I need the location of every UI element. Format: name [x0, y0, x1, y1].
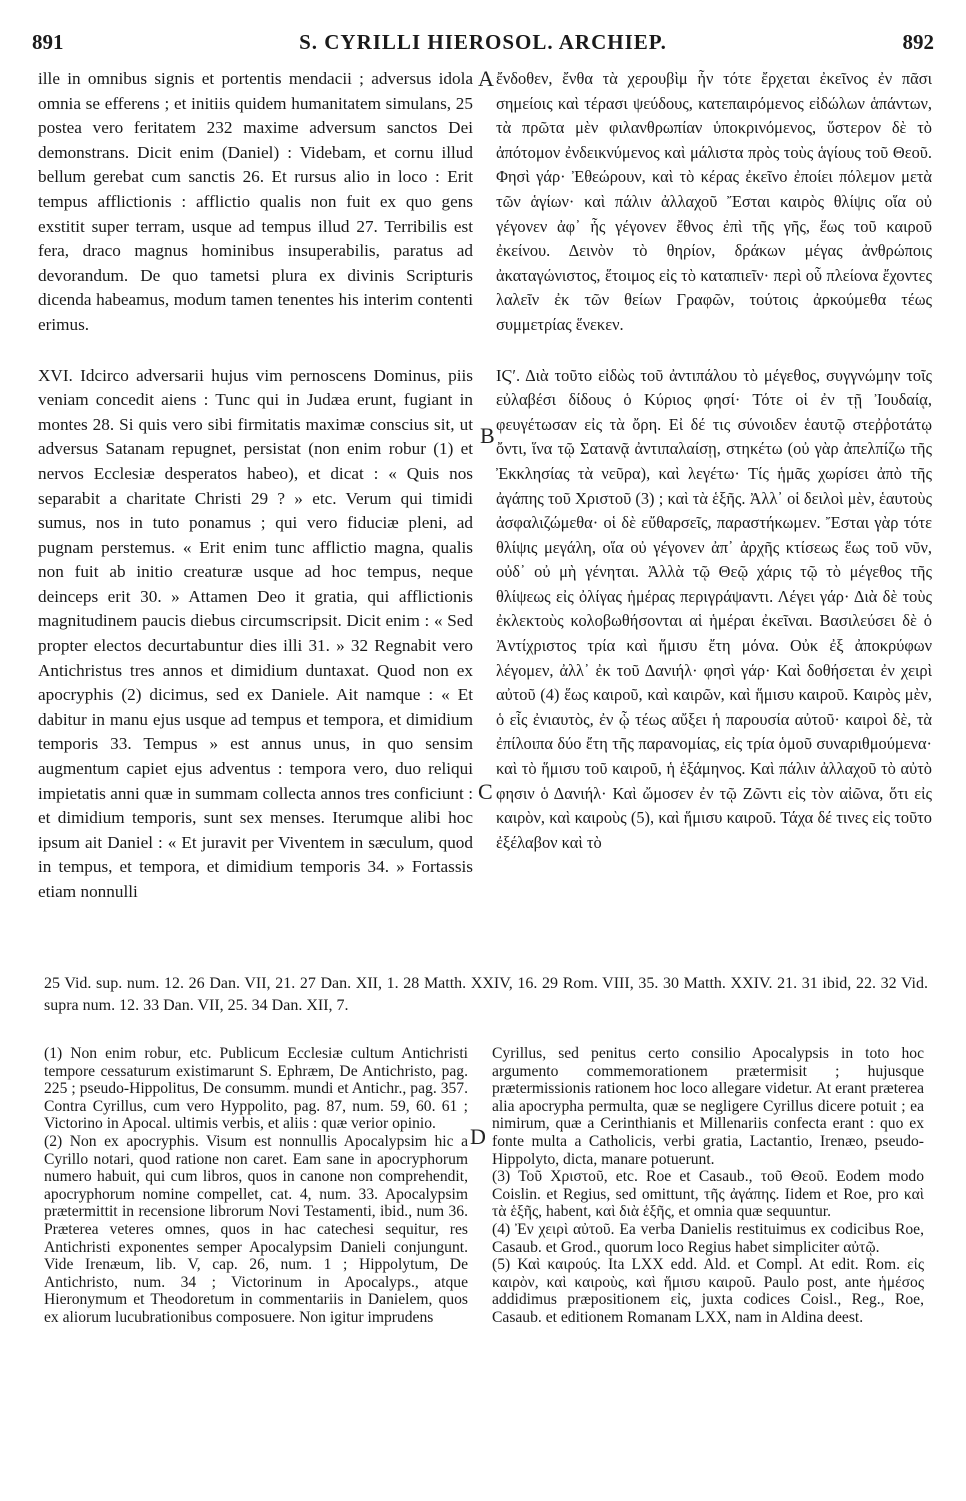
- running-title: S. CYRILLI HIEROSOL. ARCHIEP.: [299, 30, 667, 54]
- footnote: Cyrillus, sed penitus certo consilio Apocalypsis in toto hoc argumento commemorationem prætermisit ; hujusque prætermissionis rationem hoc loco allegare videtur. At erant præterea alia apocrypha permulta, quæ se negligere Cyrillus dicere potuit ; ea nimirum, quæ a Cerinthianis et Millenariis confecta erant : quo ex fonte multa a Catholicis, verbi gratia, Lactantio, Irenæo, pseudo-Hippolyto, dicta, manare potuerunt.: [492, 1045, 924, 1168]
- greek-paragraph: ΙϚʹ. Διὰ τοῦτο εἰδὼς τοῦ ἀντιπάλου τὸ μέγεθος, συγγνώμην τοῖς εὐλαβέσι δίδους ὁ Κύριος φησί· Τότε οἱ ἐν τῇ Ἰουδαίᾳ, φευγέτωσαν εἰς τὰ ὄρη. Εἰ δέ τις σύνοιδεν ἑαυτῷ στεῤῥοτάτῳ ὄντι, ἵνα τῷ Σατανᾷ ἀντιπαλαίσῃ, στηκέτω (οὐ γὰρ ἀπελπίζω τῆς Ἐκκλησίας τὰ νεῦρα), καὶ λεγέτω· Τίς ἡμᾶς χωρίσει ἀπὸ τῆς ἀγάπης τοῦ Χριστοῦ (3) ; καὶ τὰ ἑξῆς. Ἀλλ᾽ οἱ δειλοὶ μὲν, ἑαυτοὺς ἀσφαλιζώμεθα· οἱ δὲ εὔθαρσεῖς, παραστήκωμεν. Ἔσται γὰρ τότε θλίψις μεγάλη, οἵα οὐ γέγονεν ἀπ᾽ ἀρχῆς κτίσεως ἕως τοῦ νῦν, οὐδ᾽ οὐ μὴ γένηται. Ἀλλὰ τῷ Θεῷ χάρις τῷ τὸ μέγεθος τῆς θλίψεως εἰς ὀλίγας ἡμέρας περιγράψαντι. Λέγει γάρ· Διὰ δὲ τοὺς ἐκλεκτοὺς κολοβωθήσονται αἱ ἡμέραι ἐκεῖναι. Βασιλεύσει δὲ ὁ Ἀντίχριστος τρία καὶ ἥμισυ ἔτη μόνα. Οὐκ ἐξ ἀποκρύφων λέγομεν, ἀλλ᾽ ἐκ τοῦ Δανιήλ· φησὶ γάρ· Καὶ δοθήσεται ἐν χειρὶ αὐτοῦ (4) ἕως καιροῦ, καὶ καιρῶν, καὶ ἥμισυ καιροῦ. Καιρὸς μὲν, ὁ εἷς ἐνιαυτὸς, ἐν ᾧ τέως αὔξει ἡ παρουσία αὐτοῦ· καιροὶ δὲ, τὰ ἐπίλοιπα δύο ἔτη τῆς παρανομίας, εἰς τρία ὁμοῦ συναριθμούμενα· καὶ τὸ ἥμισυ τοῦ καιροῦ, ἡ ἑξάμηνος. Καὶ πάλιν ἀλλαχοῦ τὸ αὐτὸ φησιν ὁ Δανιήλ· Καὶ ὤμοσεν ἐν τῷ Ζῶντι εἰς τὸν αἰῶνα, ὅτι εἰς καιρὸν, καὶ καιροὺς (5), καὶ ἥμισυ καιροῦ. Τάχα δέ τινες εἰς τοῦτο ἐξέλαβον καὶ τὸ: [496, 365, 932, 852]
- footnotes-right-column: [492, 1045, 924, 1327]
- greek-text-column: [496, 67, 932, 855]
- latin-paragraph: ille in omnibus signis et portentis mendacii ; adversus idola omnia se efferens ; et initiis quidem humanitatem simulans, 25 postea vero feritatem 232 maxime adversum sanctos Dei demonstrans. Dicit enim (Daniel) : Videbam, et cornu illud bellum gerebat cum sanctis 26. Et rursus alio in loco : Erit tempus afflictionis : afflictio qualis non fuit ex quo gens exstitit super terram, usque ad tempus illud 27. Terribilis est fera, draco magnus hominibus insuperabilis, paratus ad devorandum. De quo tametsi plura ex divinis Scripturis dicenda habeamus, modum tamen tenentes his interim contenti erimus.: [38, 69, 473, 334]
- footnote: (2) Non ex apocryphis. Visum est nonnullis Apocalypsim hic a Cyrillo notari, quod ratione non caret. Eam sane in apocryphorum numero habuit, qui cum libros, quos in canone non comprehendit, apocryphorum nomine compellet, cat. 4, num. 33. Apocalypsim prætermittit in recensione librorum Novi Testamenti, ibid., num 36. Præterea veteres omnes, quos in hac catechesi sequitur, res Antichristi exponentes semper Apocalypsim Danieli conjungunt. Vide Irenæum, lib. V, cap. 26, num. 1 ; Hippolytum, De Antichristo, num. 34 ; Victorinum in Apocalyps., atque Hieronymum et Theodoretum in commentariis in Danielem, quos ex aliorum lucubrationibus composuere. Non igitur imprudens: [44, 1132, 468, 1326]
- footnotes-left-column: [44, 1045, 468, 1327]
- section-marker-d: D: [470, 1124, 486, 1149]
- scripture-references: 25 Vid. sup. num. 12. 26 Dan. VII, 21. 27 Dan. XII, 1. 28 Matth. XXIV, 16. 29 Rom. VIII, 35. 30 Matth. XXIV. 21. 31 ibid, 22. 32 Vid. supra num. 12. 33 Dan. VII, 25. 34 Dan. XII, 7.: [44, 975, 928, 1014]
- latin-paragraph: XVI. Idcirco adversarii hujus vim pernoscens Dominus, piis veniam concedit aiens : Tunc qui in Judæa erunt, fugiant in montes 28. Si quis vero sibi firmitatis maximæ conscius sit, ut adversus Satanam repugnet, persistat (non enim robur (1) et nervos Ecclesiæ desperatos habeo), et dicat : « Quis nos separabit a charitate Christi 29 ? » etc. Verum qui timidi sumus, nos in tuto ponamus ; qui vero fiduciæ pleni, ad pugnam perstemus. « Erit enim tunc afflictio magna, qualis non fuit ab initio creaturæ usque ad hoc tempus, neque deinceps erit 30. » Attamen Deo it gratia, qui afflictionis magnitudinem paucis diebus circumscripsit. Dicit enim : « Sed propter electos decurtabuntur dies illi 31. » 32 Regnabit vero Antichristus tres annos et dimidium duntaxat. Quod non ex apocryphis (2) dicimus, sed ex Daniele. Ait namque : « Et dabitur in manu ejus usque ad tempus et tempora, et dimidium temporis 33. Tempus » est annus unus, in quo sensim augmentum capiet ejus adventus : tempora vero, duo reliqui impietatis anni quæ in summam collecta annos tres conficiunt : et dimidium temporis, sunt sex menses. Iterumque alibi hoc ipsum ait Daniel : « Et juravit per Viventem in sæculum, quod in tempus, et tempora, et dimidium temporis 34. » Fortassis etiam nonnulli: [38, 365, 473, 901]
- page-number-right: 892: [902, 30, 934, 54]
- greek-paragraph: ἔνδοθεν, ἔνθα τὰ χερουβὶμ ἦν τότε ἔρχεται ἐκεῖνος ἐν πᾶσι σημείοις καὶ τέρασι ψεύδους, κατεπαιρόμενος εἰδώλων ἁπάντων, τὰ πρῶτα μὲν φιλανθρωπίαν ὑποκρινόμενος, ὕστερον δὲ τὸ ἀπότομον ἐνδεικνύμενος καὶ μάλιστα πρὸς τοὺς ἁγίους τοῦ Θεοῦ. Φησὶ γάρ· Ἐθεώρουν, καὶ τὸ κέρας ἐκεῖνο ἐποίει πόλεμον μετὰ τῶν ἁγίων· καὶ πάλιν ἀλλαχοῦ Ἔσται καιρὸς θλίψις οἵα οὐ γέγονεν ἀφ᾽ ἧς γέγονεν ἔθνος ἐπὶ τῆς γῆς, ἕως τοῦ καιροῦ ἐκείνου. Δεινὸν τὸ θηρίον, δράκων μέγας ἀνθρώποις ἀκαταγώνιστος, ἕτοιμος εἰς τὸ καταπιεῖν· περὶ οὗ πλείονα ἔχοντες λαλεῖν ἐκ τῶν θείων Γραφῶν, τούτοις ἀρκούμεθα τέως συμμετρίας ἕνεκεν.: [496, 69, 932, 334]
- footnote: (5) Καὶ καιρούς. Ita LXX edd. Ald. et Compl. At edit. Rom. εἰς καιρὸν, καὶ καιροὺς, καὶ ἥμισυ καιροῦ. Paulo post, ante ἡμέσος addidimus præpositionem εἰς, juxta codices Coisl., Reg., Roe, Casaub. et editionem Romanam LXX, nam in Aldina deest.: [492, 1256, 924, 1326]
- section-marker-a: A: [478, 66, 494, 91]
- latin-text-column: [38, 67, 473, 905]
- footnote: (4) Ἐν χειρὶ αὐτοῦ. Ea verba Danielis restituimus ex codicibus Roe, Casaub. et Grod., quorum loco Regius habet simpliciter αὐτῷ.: [492, 1220, 924, 1256]
- section-marker-c: C: [478, 779, 493, 804]
- footnote: (3) Τοῦ Χριστοῦ, etc. Roe et Casaub., τοῦ Θεοῦ. Eodem modo Coislin. et Regius, sed omittunt, τῆς ἀγάπης. Iidem et Roe, pro καὶ τὰ ἑξῆς, habent, καὶ διὰ ἑξῆς, et omnia quæ sequuntur.: [492, 1168, 924, 1221]
- footnote: (1) Non enim robur, etc. Publicum Ecclesiæ cultum Antichristi tempore cessaturum existimarunt S. Ephræm, De Antichristo, pag. 225 ; pseudo-Hippolitus, De consumm. mundi et Antichr., pag. 357. Contra Cyrillus, cum vero Hyppolito, pag. 87, num. 59, 60. 61 ; Victorino in Apocal. ultimis verbis, et aliis : quæ verior opinio.: [44, 1045, 468, 1133]
- section-marker-b: B: [480, 423, 495, 448]
- page-number-left: 891: [32, 30, 64, 54]
- page-header: [32, 30, 934, 60]
